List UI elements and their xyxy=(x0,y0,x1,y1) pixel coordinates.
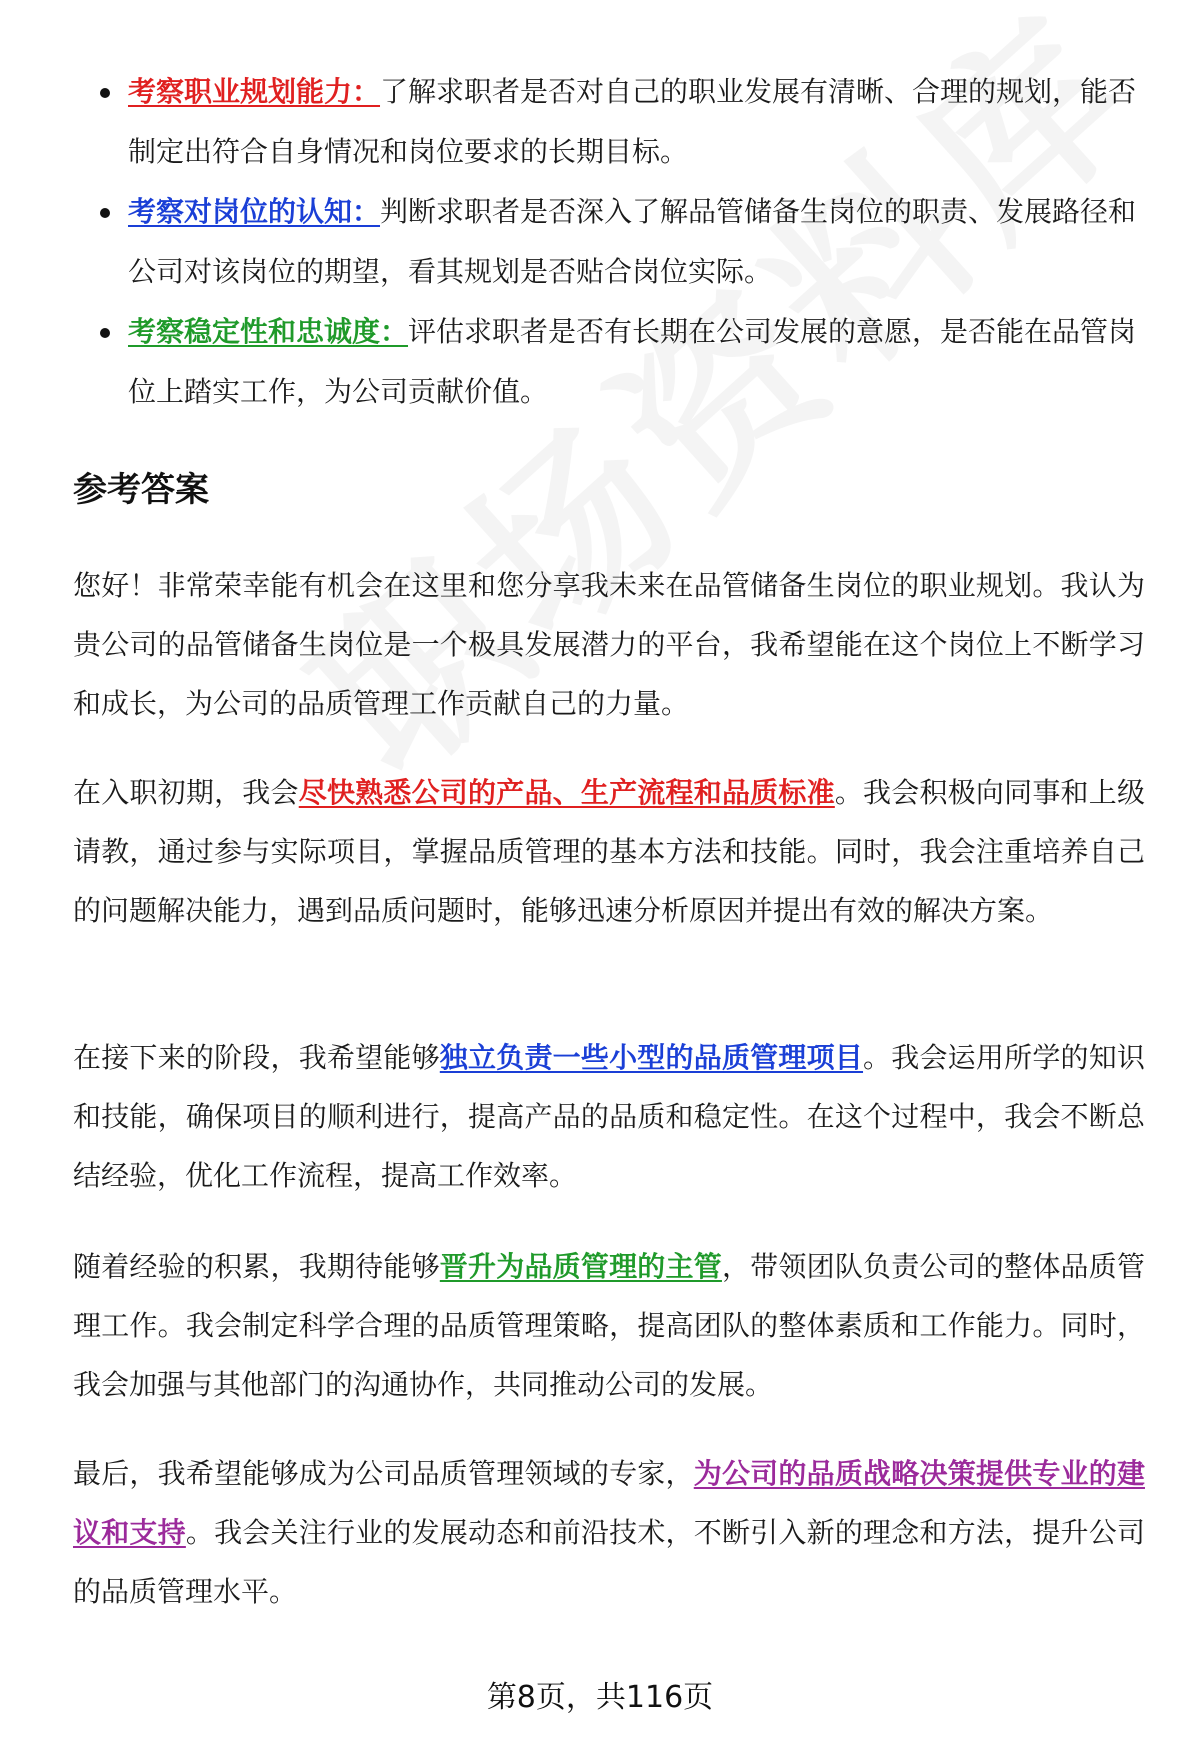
bullet-label: 考察稳定性和忠诚度： xyxy=(128,315,409,348)
paragraph-text: 在入职初期，我会 xyxy=(73,776,299,809)
paragraph-text: 。我会关注行业的发展动态和前沿技术，不断引入新的理念和方法，提升公司的品质管理水平。 xyxy=(73,1516,1145,1608)
bullet-dot-icon xyxy=(100,328,110,338)
answer-paragraph-stage-1 xyxy=(73,763,1145,940)
paragraph-text: 最后，我希望能够成为公司品质管理领域的专家， xyxy=(73,1457,694,1490)
bullet-text: 评估求职者是否有长期在公司发展的意愿，是否能在品管岗位上踏实工作，为公司贡献价值。 xyxy=(128,315,1137,408)
paragraph-text: 在接下来的阶段，我希望能够 xyxy=(73,1041,440,1074)
answer-paragraph-stage-2 xyxy=(73,1028,1145,1205)
highlight-text: 为公司的品质战略决策提供专业的建议和支持 xyxy=(73,1457,1145,1549)
evaluation-points-list xyxy=(100,62,1150,422)
page-number: 第8页，共116页 xyxy=(486,1680,714,1715)
answer-paragraph-intro xyxy=(73,556,1145,733)
list-item xyxy=(100,182,1150,302)
bullet-label: 考察职业规划能力： xyxy=(128,75,381,108)
paragraph-text: 随着经验的积累，我期待能够 xyxy=(73,1250,440,1283)
paragraph-text: 。我会积极向同事和上级请教，通过参与实际项目，掌握品质管理的基本方法和技能。同时，我会注重培养自己的问题解决能力，遇到品质问题时，能够迅速分析原因并提出有效的解决方案。 xyxy=(73,776,1145,927)
paragraph-text: 。我会运用所学的知识和技能，确保项目的顺利进行，提高产品的品质和稳定性。在这个过程中，我会不断总结经验，优化工作流程，提高工作效率。 xyxy=(73,1041,1145,1192)
section-title: 参考答案 xyxy=(73,470,209,510)
paragraph-text: 您好！非常荣幸能有机会在这里和您分享我未来在品管储备生岗位的职业规划。我认为贵公司的品管储备生岗位是一个极具发展潜力的平台，我希望能在这个岗位上不断学习和成长，为公司的品质管理工作贡献自己的力量。 xyxy=(73,569,1145,720)
highlight-text: 尽快熟悉公司的产品、生产流程和品质标准 xyxy=(298,776,835,809)
highlight-text: 晋升为品质管理的主管 xyxy=(439,1250,722,1283)
list-item xyxy=(100,302,1150,422)
bullet-dot-icon xyxy=(100,88,110,98)
bullet-text: 判断求职者是否深入了解品管储备生岗位的职责、发展路径和公司对该岗位的期望，看其规划是否贴合岗位实际。 xyxy=(128,195,1137,288)
paragraph-text: ，带领团队负责公司的整体品质管理工作。我会制定科学合理的品质管理策略，提高团队的整体素质和工作能力。同时，我会加强与其他部门的沟通协作，共同推动公司的发展。 xyxy=(73,1250,1145,1401)
list-item xyxy=(100,62,1150,182)
bullet-text: 了解求职者是否对自己的职业发展有清晰、合理的规划，能否制定出符合自身情况和岗位要求的长期目标。 xyxy=(128,75,1137,168)
answer-paragraph-stage-4 xyxy=(73,1444,1145,1621)
highlight-text: 独立负责一些小型的品质管理项目 xyxy=(439,1041,864,1074)
answer-paragraph-stage-3 xyxy=(73,1237,1145,1414)
bullet-dot-icon xyxy=(100,208,110,218)
bullet-label: 考察对岗位的认知： xyxy=(128,195,381,228)
